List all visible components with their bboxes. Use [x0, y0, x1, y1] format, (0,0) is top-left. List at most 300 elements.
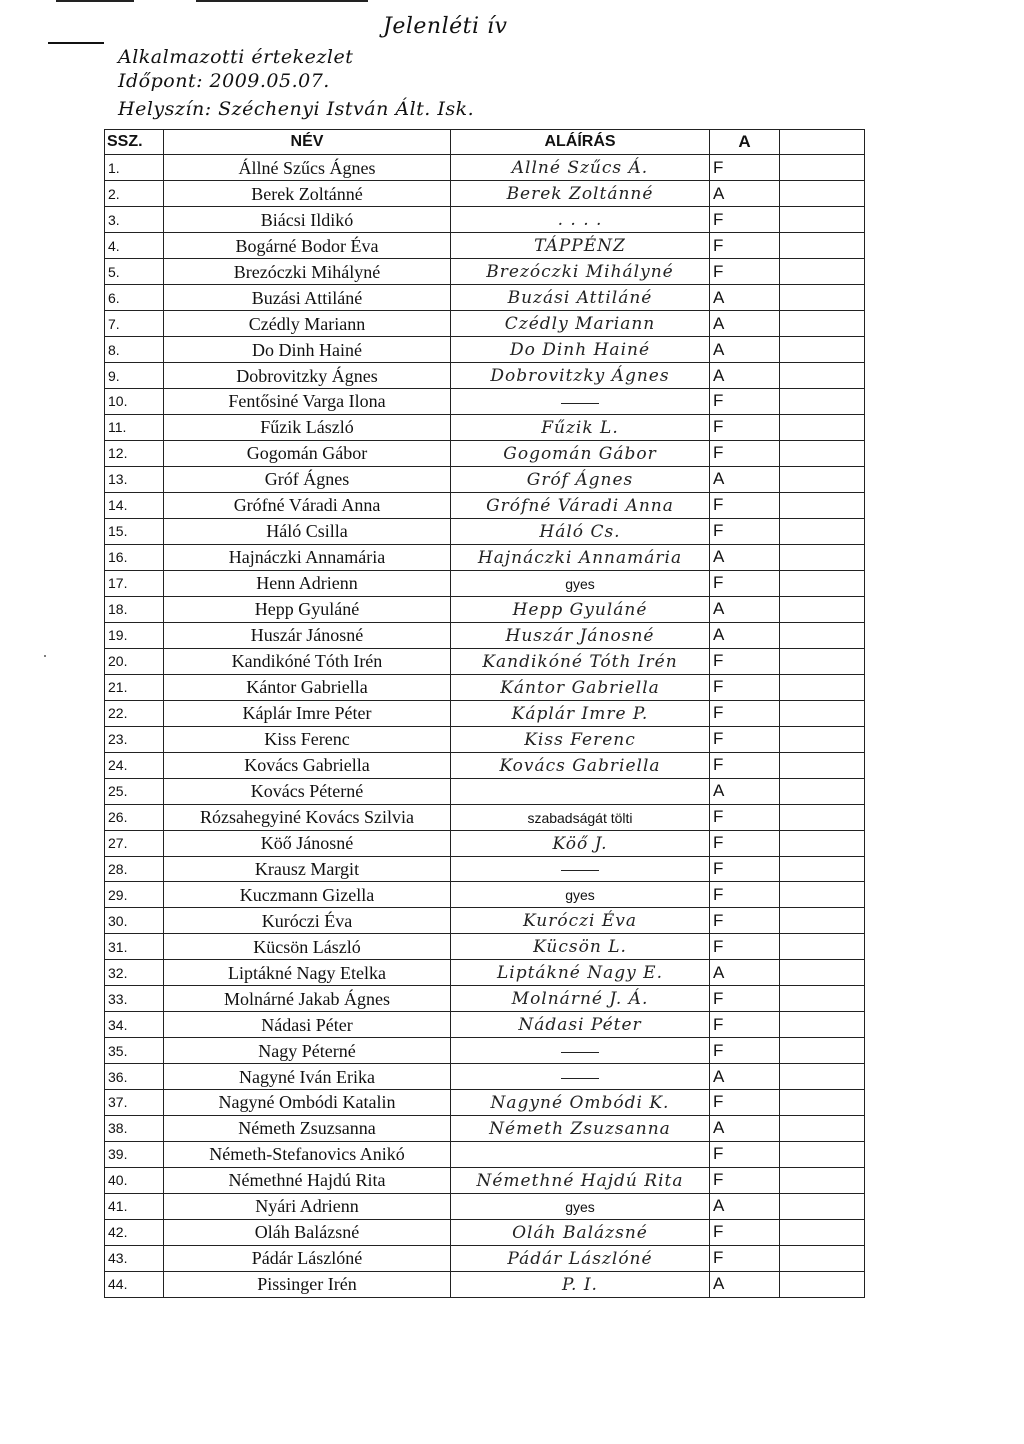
blank-cell [780, 778, 865, 804]
row-number: 41. [105, 1193, 164, 1219]
table-row [105, 700, 865, 726]
employee-name: Háló Csilla [164, 518, 451, 544]
table-row [105, 1064, 865, 1090]
signature-cell [451, 570, 710, 596]
table-row [105, 960, 865, 986]
signature-cell [451, 596, 710, 622]
employee-name: Huszár Jánosné [164, 622, 451, 648]
blank-cell [780, 1245, 865, 1271]
signature-cell [451, 233, 710, 259]
row-number: 1. [105, 155, 164, 181]
signature: TÁPPÉNZ [534, 236, 626, 256]
attendance-mark: A [710, 311, 780, 337]
employee-name: Liptákné Nagy Etelka [164, 960, 451, 986]
row-number: 27. [105, 830, 164, 856]
col-header-attendance: A [710, 130, 780, 155]
signature: Do Dinh Hainé [509, 340, 651, 360]
blank-cell [780, 570, 865, 596]
signature-cell [451, 830, 710, 856]
row-number: 29. [105, 882, 164, 908]
attendance-mark: F [710, 674, 780, 700]
signature-cell [451, 1219, 710, 1245]
employee-name: Káplár Imre Péter [164, 700, 451, 726]
blank-cell [780, 181, 865, 207]
attendance-mark: F [710, 440, 780, 466]
blank-cell [780, 908, 865, 934]
signature-cell [451, 726, 710, 752]
blank-cell [780, 337, 865, 363]
blank-cell [780, 492, 865, 518]
blank-cell [780, 389, 865, 415]
attendance-mark: F [710, 1219, 780, 1245]
employee-name: Nagy Péterné [164, 1038, 451, 1064]
employee-name: Kandikóné Tóth Irén [164, 648, 451, 674]
attendance-table [104, 129, 865, 1298]
table-row [105, 830, 865, 856]
meeting-name: Alkalmazotti értekezlet [118, 46, 354, 68]
blank-cell [780, 1064, 865, 1090]
employee-name: Rózsahegyiné Kovács Szilvia [164, 804, 451, 830]
table-row [105, 804, 865, 830]
row-number: 25. [105, 778, 164, 804]
signature-cell [451, 1089, 710, 1115]
signature: Dobrovitzky Ágnes [490, 366, 670, 386]
signature: Nádasi Péter [518, 1015, 642, 1036]
employee-name: Nagyné Iván Erika [164, 1064, 451, 1090]
row-number: 16. [105, 544, 164, 570]
row-number: 37. [105, 1089, 164, 1115]
row-number: 8. [105, 337, 164, 363]
signature: Fűzik L. [541, 417, 619, 438]
signature: Grófné Váradi Anna [486, 495, 674, 516]
signature: Kovács Gabriella [499, 755, 661, 776]
row-number: 17. [105, 570, 164, 596]
row-number: 35. [105, 1038, 164, 1064]
row-number: 44. [105, 1271, 164, 1297]
table-row [105, 908, 865, 934]
employee-name: Fűzik László [164, 414, 451, 440]
attendance-mark: F [710, 726, 780, 752]
blank-cell [780, 1167, 865, 1193]
signature: Nagyné Ombódi K. [490, 1092, 670, 1113]
attendance-mark: A [710, 960, 780, 986]
table-row [105, 882, 865, 908]
blank-cell [780, 856, 865, 882]
attendance-mark: F [710, 648, 780, 674]
table-row [105, 1089, 865, 1115]
table-row [105, 492, 865, 518]
table-row [105, 207, 865, 233]
employee-name: Nádasi Péter [164, 1012, 451, 1038]
signature: Buzási Attiláné [507, 288, 653, 308]
row-number: 22. [105, 700, 164, 726]
signature: Háló Cs. [539, 521, 621, 542]
signature: Huszár Jánosné [505, 625, 655, 646]
signature: Liptákné Nagy E. [496, 963, 663, 984]
blank-cell [780, 1089, 865, 1115]
employee-name: Nagyné Ombódi Katalin [164, 1089, 451, 1115]
row-number: 23. [105, 726, 164, 752]
employee-name: Kuczmann Gizella [164, 882, 451, 908]
attendance-mark: F [710, 908, 780, 934]
table-row [105, 1038, 865, 1064]
signature: P. I. [562, 1274, 598, 1295]
row-number: 34. [105, 1012, 164, 1038]
signature: Molnárné J. Á. [511, 989, 649, 1010]
signature: Kántor Gabriella [500, 677, 660, 698]
signature-cell [451, 259, 710, 285]
attendance-mark: A [710, 337, 780, 363]
employee-name: Buzási Attiláné [164, 285, 451, 311]
attendance-mark: F [710, 882, 780, 908]
attendance-mark: A [710, 1193, 780, 1219]
attendance-mark: F [710, 518, 780, 544]
blank-cell [780, 155, 865, 181]
signature-cell [451, 285, 710, 311]
table-row [105, 518, 865, 544]
employee-name: Kovács Péterné [164, 778, 451, 804]
col-header-blank [780, 130, 865, 155]
blank-cell [780, 882, 865, 908]
scan-speck [44, 655, 46, 657]
signature-cell [451, 518, 710, 544]
signature-note: gyes [565, 575, 595, 592]
employee-name: Oláh Balázsné [164, 1219, 451, 1245]
table-row [105, 726, 865, 752]
signature: Némethné Hajdú Rita [476, 1170, 684, 1191]
blank-cell [780, 752, 865, 778]
attendance-mark: F [710, 752, 780, 778]
signature-cell [451, 1167, 710, 1193]
employee-name: Németh Zsuzsanna [164, 1115, 451, 1141]
signature: Pádár Lászlóné [507, 1248, 653, 1269]
table-row [105, 1271, 865, 1297]
row-number: 42. [105, 1219, 164, 1245]
attendance-mark: F [710, 700, 780, 726]
employee-name: Do Dinh Hainé [164, 337, 451, 363]
employee-name: Kovács Gabriella [164, 752, 451, 778]
col-header-name: NÉV [164, 130, 451, 155]
signature-cell [451, 311, 710, 337]
employee-name: Henn Adrienn [164, 570, 451, 596]
blank-cell [780, 726, 865, 752]
blank-cell [780, 544, 865, 570]
table-row [105, 337, 865, 363]
attendance-mark: F [710, 233, 780, 259]
scan-edge-mark [56, 0, 134, 2]
attendance-mark: F [710, 1141, 780, 1167]
table-row [105, 934, 865, 960]
row-number: 20. [105, 648, 164, 674]
attendance-mark: F [710, 934, 780, 960]
table-row [105, 648, 865, 674]
signature: Kuróczi Éva [522, 911, 638, 932]
employee-name: Kuróczi Éva [164, 908, 451, 934]
attendance-mark: A [710, 622, 780, 648]
blank-cell [780, 1012, 865, 1038]
table-row [105, 1012, 865, 1038]
table-row [105, 1141, 865, 1167]
table-row [105, 285, 865, 311]
row-number: 33. [105, 986, 164, 1012]
employee-name: Berek Zoltánné [164, 181, 451, 207]
table-row [105, 622, 865, 648]
blank-cell [780, 440, 865, 466]
signature-cell [451, 337, 710, 363]
signature-cell [451, 1064, 710, 1090]
row-number: 36. [105, 1064, 164, 1090]
col-header-signature: ALÁÍRÁS [451, 130, 710, 155]
attendance-mark: A [710, 1115, 780, 1141]
employee-name: Nyári Adrienn [164, 1193, 451, 1219]
blank-cell [780, 1219, 865, 1245]
employee-name: Köő Jánosné [164, 830, 451, 856]
row-number: 2. [105, 181, 164, 207]
signature: Káplár Imre P. [511, 703, 649, 724]
employee-name: Némethné Hajdú Rita [164, 1167, 451, 1193]
row-number: 4. [105, 233, 164, 259]
signature-cell [451, 986, 710, 1012]
handwritten-title: Jelenléti ív [383, 14, 508, 39]
signature-cell [451, 440, 710, 466]
table-row [105, 570, 865, 596]
signature-cell [451, 804, 710, 830]
attendance-mark: F [710, 830, 780, 856]
signature-cell [451, 414, 710, 440]
blank-cell [780, 285, 865, 311]
attendance-mark: F [710, 1167, 780, 1193]
table-row [105, 311, 865, 337]
signature-cell [451, 1141, 710, 1167]
signature-cell [451, 1115, 710, 1141]
row-number: 28. [105, 856, 164, 882]
employee-name: Pádár Lászlóné [164, 1245, 451, 1271]
signature-cell [451, 1271, 710, 1297]
table-row [105, 363, 865, 389]
header-row [105, 130, 865, 155]
signature-cell [451, 363, 710, 389]
row-number: 39. [105, 1141, 164, 1167]
row-number: 26. [105, 804, 164, 830]
signature: Gróf Ágnes [526, 469, 634, 490]
signature-cell [451, 1038, 710, 1064]
attendance-mark: F [710, 856, 780, 882]
employee-name: Brezóczki Mihályné [164, 259, 451, 285]
attendance-mark: A [710, 363, 780, 389]
signature-cell [451, 544, 710, 570]
signature-note: szabadságát tölti [527, 809, 633, 826]
table-row [105, 752, 865, 778]
row-number: 21. [105, 674, 164, 700]
signature-cell [451, 856, 710, 882]
row-number: 38. [105, 1115, 164, 1141]
employee-name: Pissinger Irén [164, 1271, 451, 1297]
attendance-mark: F [710, 570, 780, 596]
table-row [105, 181, 865, 207]
blank-cell [780, 700, 865, 726]
employee-name: Hajnáczki Annamária [164, 544, 451, 570]
row-number: 30. [105, 908, 164, 934]
col-header-ssz: SSZ. [105, 130, 164, 155]
row-number: 15. [105, 518, 164, 544]
table-row [105, 596, 865, 622]
meeting-location: Helyszín: Széchenyi István Ált. Isk. [118, 98, 475, 120]
blank-cell [780, 1038, 865, 1064]
attendance-mark: F [710, 1038, 780, 1064]
blank-cell [780, 1271, 865, 1297]
signature-cell [451, 700, 710, 726]
attendance-mark: A [710, 285, 780, 311]
table-row [105, 155, 865, 181]
blank-cell [780, 1115, 865, 1141]
table-row [105, 1219, 865, 1245]
row-number: 13. [105, 466, 164, 492]
row-number: 9. [105, 363, 164, 389]
blank-cell [780, 960, 865, 986]
employee-name: Kücsön László [164, 934, 451, 960]
signature-dash [561, 1078, 599, 1079]
signature: Hajnáczki Annamária [477, 547, 683, 568]
row-number: 12. [105, 440, 164, 466]
table-row [105, 389, 865, 415]
employee-name: Biácsi Ildikó [164, 207, 451, 233]
blank-cell [780, 414, 865, 440]
signature-note: gyes [565, 1198, 595, 1215]
attendance-mark: A [710, 181, 780, 207]
blank-cell [780, 259, 865, 285]
table-row [105, 233, 865, 259]
table-row [105, 1245, 865, 1271]
row-number: 5. [105, 259, 164, 285]
signature-cell [451, 752, 710, 778]
signature-cell [451, 778, 710, 804]
blank-cell [780, 466, 865, 492]
attendance-mark: F [710, 1012, 780, 1038]
scan-edge-mark [196, 0, 368, 2]
signature-note: gyes [565, 887, 595, 904]
blank-cell [780, 363, 865, 389]
blank-cell [780, 233, 865, 259]
signature-cell [451, 466, 710, 492]
table-row [105, 986, 865, 1012]
attendance-mark: A [710, 1271, 780, 1297]
attendance-mark: F [710, 207, 780, 233]
signature-cell [451, 934, 710, 960]
blank-cell [780, 830, 865, 856]
table-row [105, 1167, 865, 1193]
blank-cell [780, 311, 865, 337]
row-number: 19. [105, 622, 164, 648]
attendance-mark: A [710, 544, 780, 570]
attendance-mark: A [710, 1064, 780, 1090]
blank-cell [780, 934, 865, 960]
table-row [105, 674, 865, 700]
employee-name: Dobrovitzky Ágnes [164, 363, 451, 389]
employee-name: Molnárné Jakab Ágnes [164, 986, 451, 1012]
signature-cell [451, 389, 710, 415]
table-row [105, 1193, 865, 1219]
attendance-mark: F [710, 1089, 780, 1115]
attendance-mark: F [710, 389, 780, 415]
blank-cell [780, 1141, 865, 1167]
table-row [105, 466, 865, 492]
employee-name: Czédly Mariann [164, 311, 451, 337]
attendance-mark: F [710, 492, 780, 518]
table-row [105, 544, 865, 570]
signature: . . . . [557, 210, 603, 230]
blank-cell [780, 518, 865, 544]
table-row [105, 440, 865, 466]
signature: Oláh Balázsné [512, 1222, 648, 1243]
blank-cell [780, 596, 865, 622]
meeting-date: Időpont: 2009.05.07. [118, 70, 330, 92]
employee-name: Hepp Gyuláné [164, 596, 451, 622]
blank-cell [780, 648, 865, 674]
row-number: 7. [105, 311, 164, 337]
blank-cell [780, 1193, 865, 1219]
employee-name: Németh-Stefanovics Anikó [164, 1141, 451, 1167]
signature: Berek Zoltánné [506, 184, 654, 204]
signature: Kandikóné Tóth Irén [482, 651, 678, 672]
attendance-mark: F [710, 155, 780, 181]
signature-cell [451, 1245, 710, 1271]
margin-dash [48, 42, 104, 44]
signature: Allné Szűcs Á. [511, 158, 649, 178]
row-number: 40. [105, 1167, 164, 1193]
table-row [105, 1115, 865, 1141]
signature: Köő J. [552, 833, 608, 854]
signature-cell [451, 181, 710, 207]
employee-name: Fentősiné Varga Ilona [164, 389, 451, 415]
signature-cell [451, 207, 710, 233]
employee-name: Gróf Ágnes [164, 466, 451, 492]
attendance-mark: F [710, 804, 780, 830]
row-number: 32. [105, 960, 164, 986]
row-number: 18. [105, 596, 164, 622]
table-row [105, 259, 865, 285]
row-number: 11. [105, 414, 164, 440]
signature-dash [561, 403, 599, 404]
employee-name: Bogárné Bodor Éva [164, 233, 451, 259]
signature: Brezóczki Mihályné [486, 262, 674, 282]
row-number: 24. [105, 752, 164, 778]
blank-cell [780, 207, 865, 233]
signature-cell [451, 908, 710, 934]
table-row [105, 778, 865, 804]
employee-name: Kántor Gabriella [164, 674, 451, 700]
attendance-mark: F [710, 986, 780, 1012]
row-number: 31. [105, 934, 164, 960]
employee-name: Krausz Margit [164, 856, 451, 882]
signature: Hepp Gyuláné [512, 599, 648, 620]
blank-cell [780, 804, 865, 830]
signature-cell [451, 882, 710, 908]
signature: Gogomán Gábor [503, 443, 657, 464]
signature-cell [451, 1193, 710, 1219]
employee-name: Gogomán Gábor [164, 440, 451, 466]
attendance-mark: F [710, 1245, 780, 1271]
signature-cell [451, 622, 710, 648]
signature-cell [451, 1012, 710, 1038]
signature: Kiss Ferenc [524, 729, 636, 750]
row-number: 3. [105, 207, 164, 233]
signature-cell [451, 960, 710, 986]
table-row [105, 856, 865, 882]
row-number: 10. [105, 389, 164, 415]
attendance-mark: F [710, 259, 780, 285]
employee-name: Állné Szűcs Ágnes [164, 155, 451, 181]
attendance-mark: A [710, 596, 780, 622]
